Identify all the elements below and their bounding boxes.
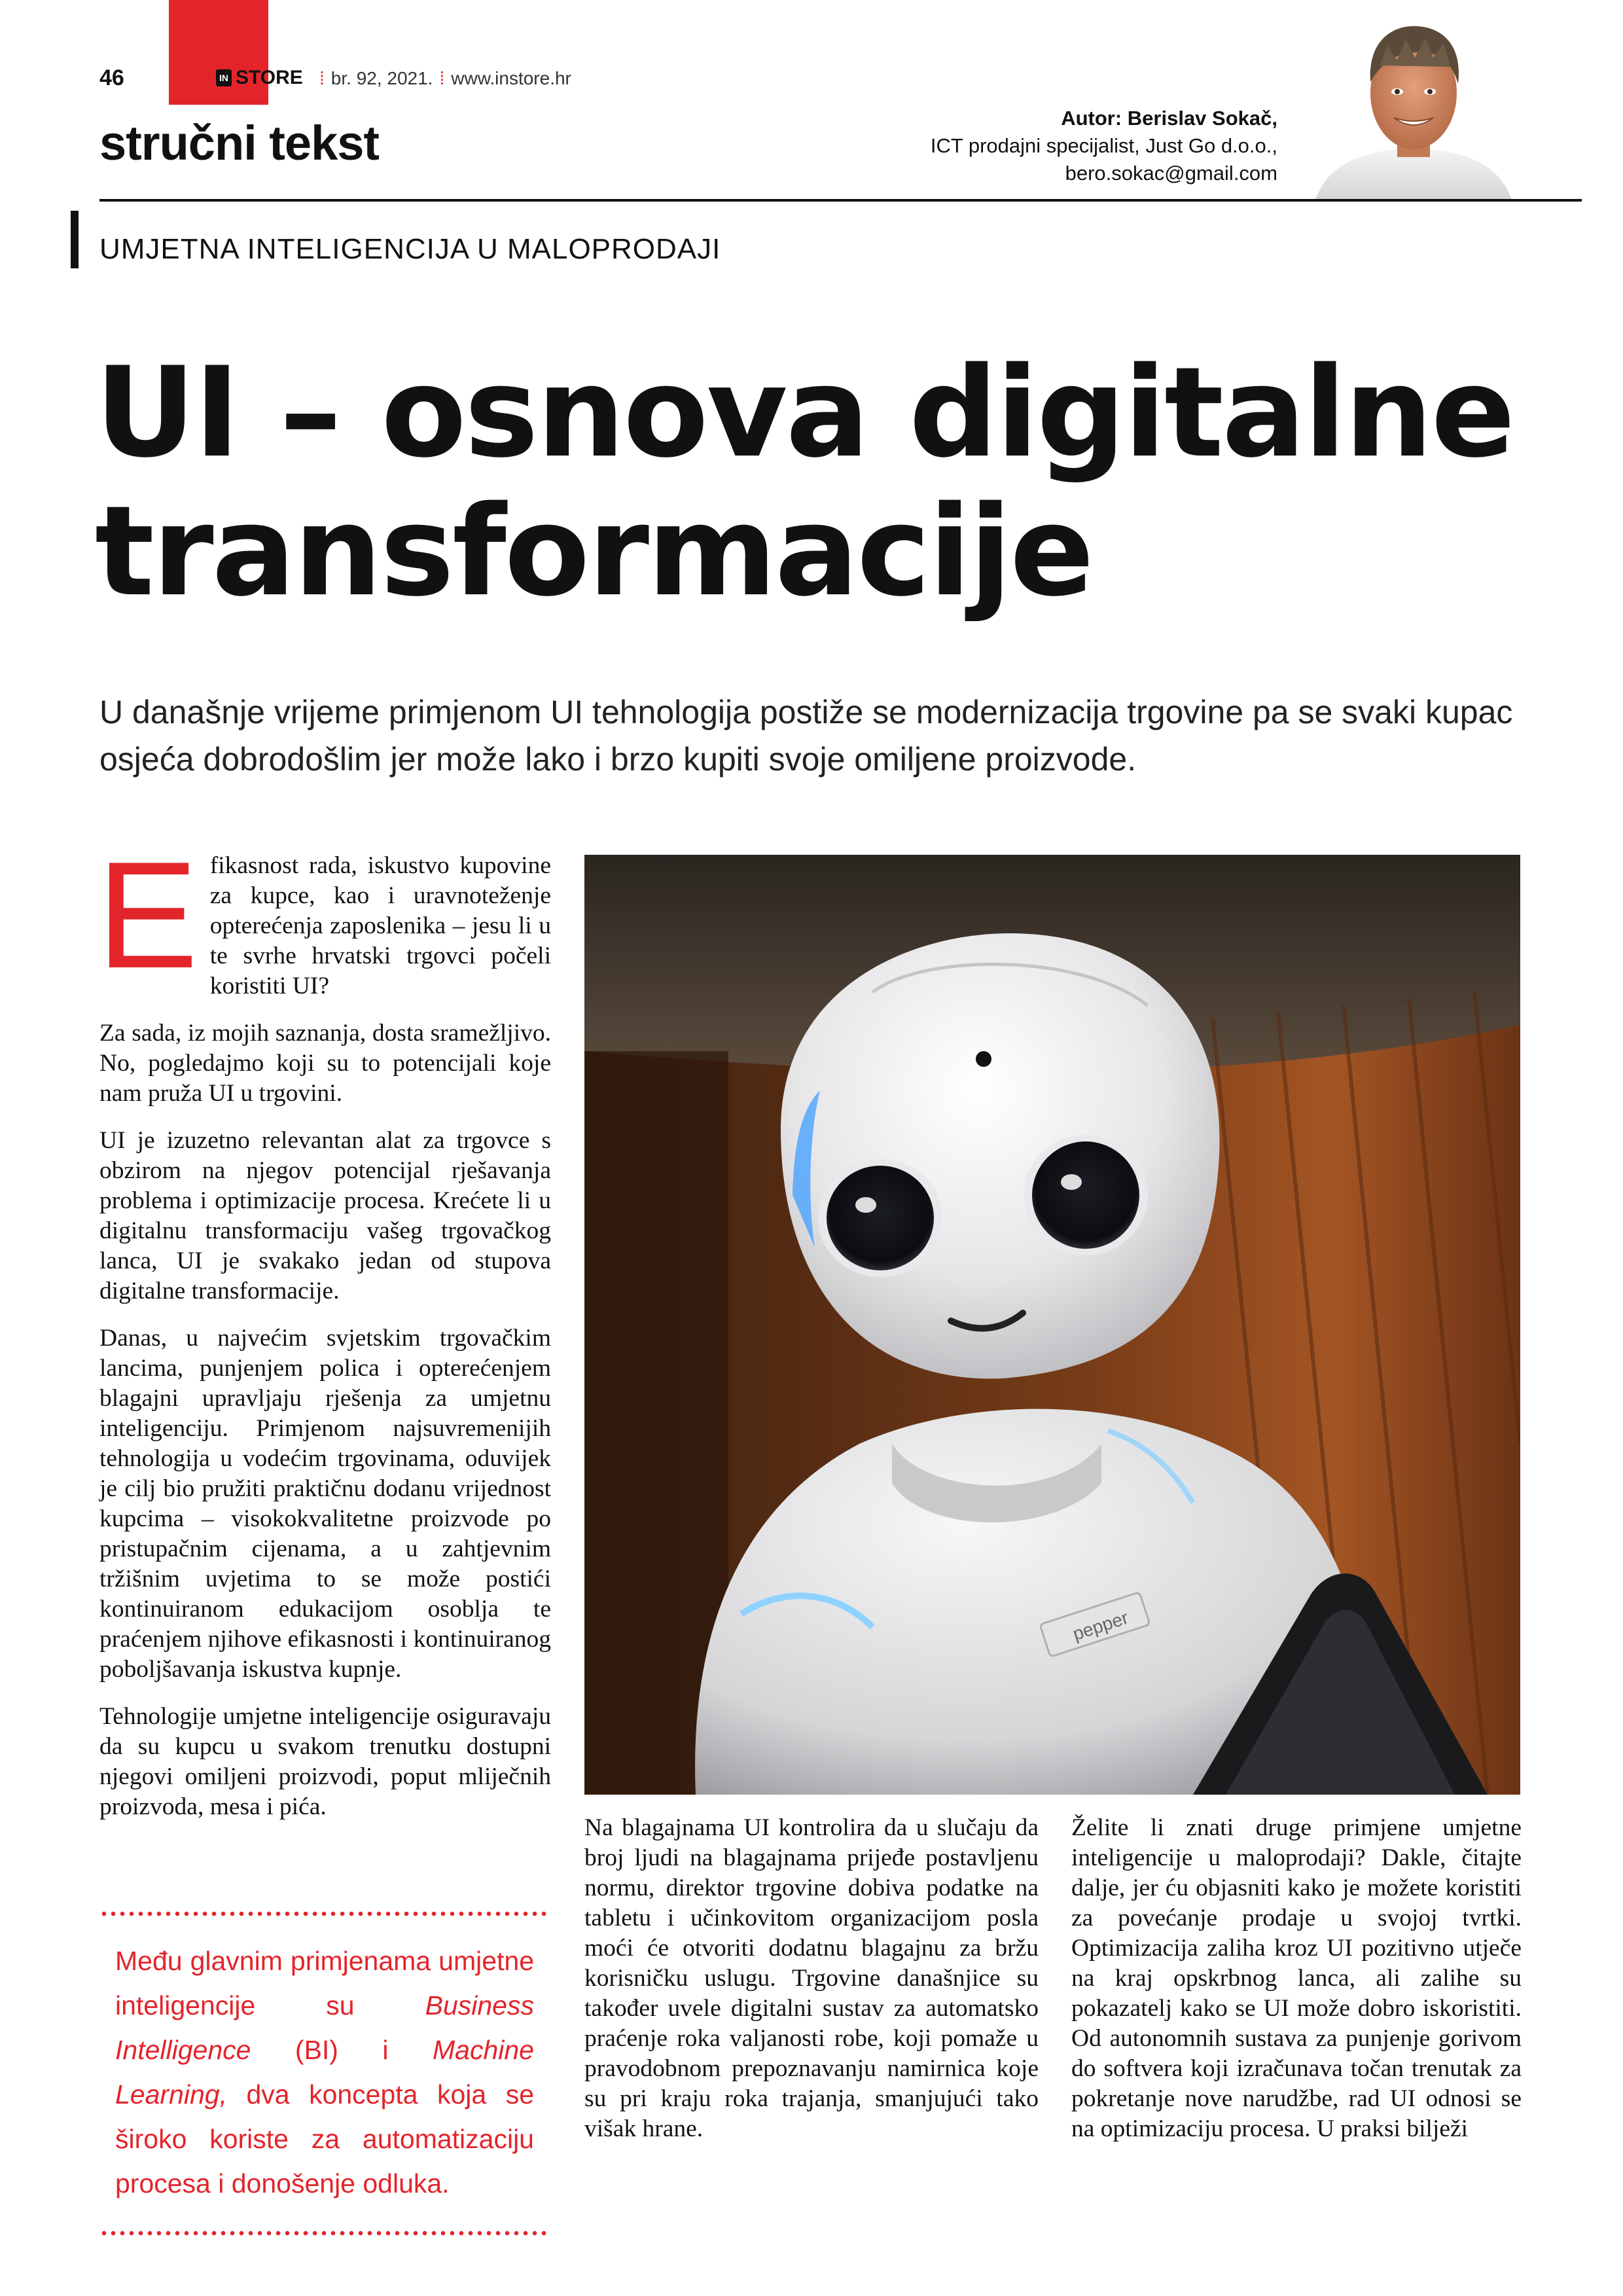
issue-number: br. 92, 2021. <box>330 68 433 88</box>
author-block <box>931 105 1277 187</box>
body-column-2 <box>584 1813 1039 2161</box>
kicker: UMJETNA INTELIGENCIJA U MALOPRODAJI <box>99 233 721 265</box>
logo-word: STORE <box>236 67 303 88</box>
website: www.instore.hr <box>451 68 571 88</box>
issue-line <box>313 68 571 89</box>
pull-quote-part: dva koncepta koja se široko koriste za automatizaciju procesa i donošenje odluka. <box>115 2079 534 2198</box>
body-paragraph: Želite li znati druge primjene umjetne inteligencije u maloprodaji? Dakle, čitajte dalje, jer ću objasniti kako je možete koristiti za povećanje prodaje u svojoj tvrtki. Optimizacija zaliha kroz UI pozitivno utječe na kraj opskrbnog lanca, ali zalihe su pokazatelj kako se UI može dobro iskoristiti. Od autonomnih sustava za punjenje gorivom do softvera koji izračunava točan trenutak za pokretanje nove narudžbe, rad UI odnosi se na optimizaciju procesa. U praksi bilježi <box>1071 1814 1522 2142</box>
body-column-3 <box>1071 1813 1522 2161</box>
separator-dots: ⁞ <box>439 68 445 88</box>
drop-cap: E <box>97 831 198 1000</box>
header-rule <box>99 199 1582 202</box>
section-label: stručni tekst <box>99 116 380 170</box>
dotted-rule-top <box>99 1911 551 1916</box>
article-title: UI – osnova digitalne transformacije <box>95 340 1514 624</box>
author-name: Autor: Berislav Sokač, <box>1061 107 1277 130</box>
author-photo <box>1302 20 1525 200</box>
article-photo <box>584 855 1520 1795</box>
pull-quote-term: Machine Learning, <box>115 2035 534 2109</box>
pull-quote-term: Business Intelligence <box>115 1990 534 2065</box>
header-red-tab <box>169 0 268 105</box>
robot-illustration <box>584 855 1520 1795</box>
page-number: 46 <box>99 65 124 90</box>
article-lede: U današnje vrijeme primjenom UI tehnologija postiže se modernizacija trgovine pa se svaki kupac osjeća dobrodošlim jer može lako i brzo kupiti svoje omiljene proizvode. <box>99 694 1513 778</box>
paragraph-text: fikasnost rada, iskustvo kupovine za kupce, kao i uravnoteženje opterećenja zaposlenika – jesu li u te svrhe hrvatski trgovci počeli koristiti UI? <box>209 852 551 999</box>
body-paragraph <box>97 831 551 1001</box>
pull-quote-part: (BI) i <box>251 2035 433 2065</box>
magazine-logo <box>216 67 303 89</box>
pull-quote <box>99 1911 551 2236</box>
body-paragraph: Za sada, iz mojih saznanja, dosta sramežljivo. No, pogledajmo koji su to potencijali koje nam pruža UI u trgovini. <box>99 1020 551 1107</box>
author-role: ICT prodajni specijalist, Just Go d.o.o., <box>930 134 1277 157</box>
pull-quote-part: Među glavnim primjenama umjetne inteligencije su <box>115 1946 534 2020</box>
separator-dots: ⁞ <box>319 68 325 88</box>
body-paragraph: Na blagajnama UI kontrolira da u slučaju da broj ljudi na blagajnama prijeđe postavljenu normu, direktor trgovine dobiva podatke na tabletu i učinkovitom organizacijom posla moći će otvoriti dodatnu blagajnu za bržu korisničku uslugu. Trgovine današnjice su također uvele digitalni sustav za automatsko praćenje roka valjanosti robe, koji pomaže u pravodobnom prepoznavanju namirnica koje su pri kraju roka trajanja, smanjujući tako višak hrane. <box>584 1814 1039 2142</box>
author-email: bero.sokac@gmail.com <box>1065 162 1277 185</box>
robot-name-plate: pepper <box>1070 1607 1131 1645</box>
kicker-bar <box>71 211 79 268</box>
body-column-1 <box>97 831 551 1839</box>
pull-quote-text <box>115 1939 534 2206</box>
body-paragraph: Tehnologije umjetne inteligencije osiguravaju da su kupcu u svakom trenutku dostupni njegovi omiljeni proizvodi, poput mliječnih proizvoda, mesa i pića. <box>99 1703 551 1820</box>
body-paragraph: Danas, u najvećim svjetskim trgovačkim lancima, punjenjem polica i opterećenjem blagajni upravljaju rješenja za umjetnu inteligenciju. Primjenom najsuvremenijih tehnologija u vodećim trgovinama, oduvijek je cilj bio pružiti praktičnu dodanu vrijednost kupcima – visokokvalitetne proizvode po pristupačnim cijenama, a u zahtjevnim tržišnim uvjetima to se može postići kontinuiranom edukacijom osoblja te praćenjem njihove efikasnosti i kontinuiranog poboljšavanja iskustva kupnje. <box>99 1325 551 1683</box>
logo-mark: IN <box>216 69 232 86</box>
dotted-rule-bottom <box>99 2231 551 2236</box>
body-paragraph: UI je izuzetno relevantan alat za trgovce s obzirom na njegov potencijal rješavanja problema i optimizacije procesa. Krećete li u digitalnu transformaciju vašeg trgovačkog lanca, UI je svakako jedan od stupova digitalne transformacije. <box>99 1127 551 1304</box>
